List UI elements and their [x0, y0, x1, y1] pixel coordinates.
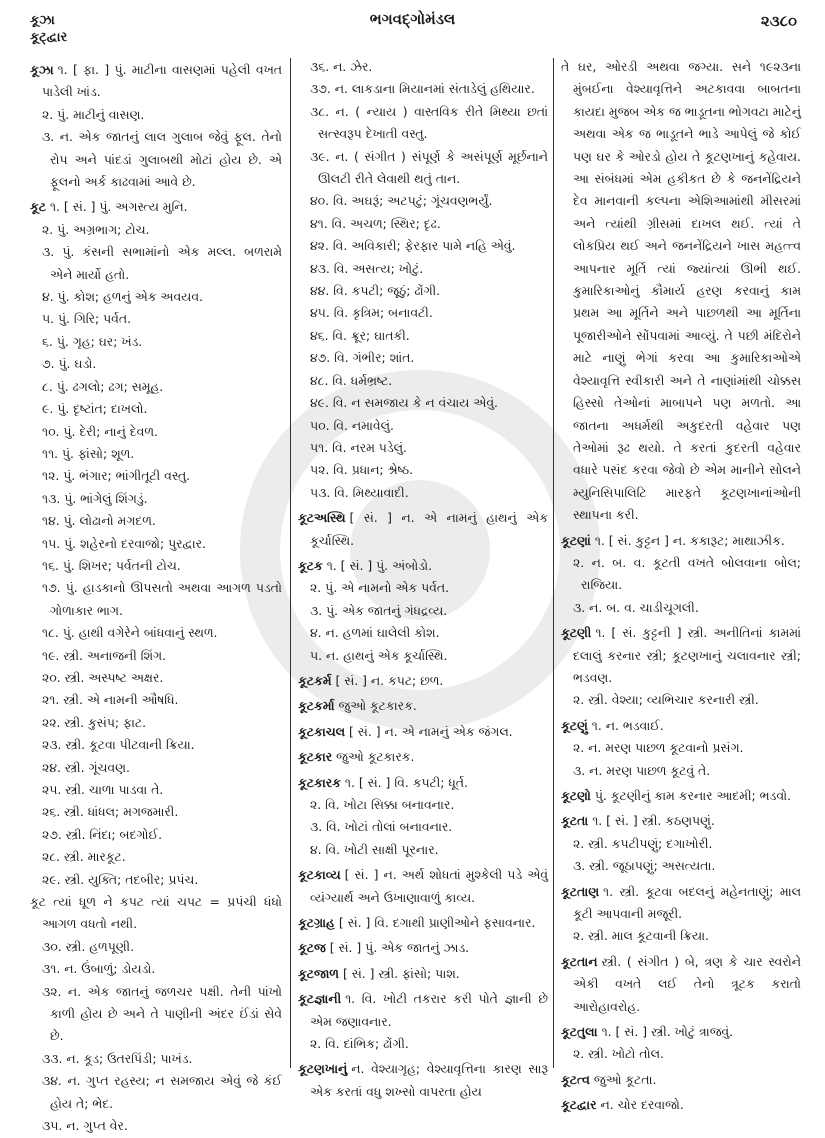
entry-sense [561, 597, 801, 619]
entry-sense [298, 415, 548, 437]
entry-sense [298, 482, 548, 504]
entry-sense [30, 734, 282, 756]
guide-word-first: કૂઝા [30, 13, 55, 28]
entry-sense [561, 56, 801, 527]
definition-text: ૧૫. પું. શહેરનો દરવાજો; પુરદ્વાર. [42, 535, 206, 551]
entry-sense [298, 794, 548, 816]
headword: કૂઝા [30, 62, 54, 77]
dictionary-entry [561, 785, 801, 807]
headword: કૂટણી [561, 625, 592, 641]
headword: કૂટદ્વાર [561, 1097, 597, 1113]
definition-text: ૪૫. વિ. કૃત્રિમ; બનાવટી. [310, 305, 433, 321]
definition-text: ૯. પું. દૃષ્ટાંત; દાખલો. [42, 401, 148, 417]
definition-text: કૂટ ત્યાં ધૂળ ને કપટ ત્યાં ચપટ = પ્રપંચી ધંધો આગળ વધતો નથી. [30, 894, 282, 932]
definition-text: ૪૬. વિ. ક્રૂર; ઘાતકી. [310, 327, 410, 343]
entry-sense [298, 101, 548, 146]
definition-text: [ સં. ] પું. એક જાતનું ઝાડ. [329, 940, 470, 956]
definition-text: ૩. ન. એક જાતનું લાલ ગુલાબ જેવું ફૂલ. તેનો રોપ અને પાંદડાં ગુલાબથી મોટાં હોય છે. એ ફૂલનો અર્ક કાઢવામાં આવે છે. [42, 129, 282, 190]
entry-sense [30, 667, 282, 689]
entry-sense [30, 981, 282, 1048]
entry-sense [30, 555, 282, 577]
definition-text: ૨૧. સ્ત્રી. એ નામની ઔષધિ. [42, 692, 179, 708]
dictionary-entry [298, 937, 548, 959]
entry-sense [298, 258, 548, 280]
definition-text: ૩૨. ન. એક જાતનું જળચર પક્ષી. તેની પાંખો કાળી હોય છે અને તે પાણીની અંદર ઈંડાં સેવે છે. [42, 983, 282, 1044]
definition-text: ૩૫. ન. ગુપ્ત વેર. [42, 1118, 128, 1134]
definition-text: ૩૮. ન. ( ન્યાય ) વાસ્તવિક રીતે મિથ્યા છતાં સત્સ્વરૂપ દેખાતી વસ્તુ. [310, 103, 548, 142]
entry-sense [30, 241, 282, 286]
headword: કૂટતાન [561, 953, 598, 969]
entry-sense [30, 126, 282, 193]
definition-text: ૪. પું. કોશ; હળનું એક અવયવ. [42, 289, 203, 305]
dictionary-entry [298, 864, 548, 909]
entry-sense [298, 78, 548, 100]
headword: કૂટગ્રાહ [298, 915, 335, 931]
dictionary-entry [561, 715, 801, 737]
definition-text: ૨. સ્ત્રી. માલ કૂટવાની ક્રિયા. [573, 928, 709, 944]
entry-sense [30, 533, 282, 555]
definition-text: [ સં. ] સ્ત્રી. ફાંસો; પાશ. [342, 965, 460, 981]
headword: કૂટણો [561, 788, 591, 803]
entry-sense [30, 645, 282, 667]
definition-text: [ સં. ] વિ. દગાથી પ્રાણીઓને ફસાવનાર. [338, 915, 536, 931]
entry-sense [298, 347, 548, 369]
dictionary-entry [298, 988, 548, 1033]
entry-sense [30, 376, 282, 398]
dictionary-entry [298, 963, 548, 985]
dictionary-entry [298, 695, 548, 717]
dictionary-entry [298, 746, 548, 768]
definition-text: ૨૦. સ્ત્રી. અસ્પષ્ટ અક્ષર. [42, 669, 164, 685]
definition-text: ૧૯. સ્ત્રી. અનાજની શિંગ. [42, 647, 167, 663]
entry-sense [298, 56, 548, 78]
entry-sense [30, 219, 282, 241]
entry-sense [298, 190, 548, 212]
definition-text: ૪. ન. હળમાં ઘાલેલી કોશ. [310, 625, 440, 641]
dictionary-entry [561, 1094, 801, 1116]
definition-text: ૧૧. પું. ફાંસો; શૂળ. [42, 445, 135, 461]
entry-sense [30, 958, 282, 980]
entry-sense [30, 443, 282, 465]
definition-text: ૪૭. વિ. ગંભીર; શાંત. [310, 350, 415, 366]
definition-text: ૫. પું. ગિરિ; પર્વત. [42, 311, 132, 327]
entry-sense [298, 213, 548, 235]
dictionary-entry [298, 772, 548, 794]
dictionary-entry [561, 1021, 801, 1043]
entry-sense [561, 833, 801, 855]
definition-text: ૩. ન. બ. વ. ચાડીચૂગલી. [573, 599, 699, 615]
definition-text: ૨૩. સ્ત્રી. કૂટવા પીટવાની ક્રિયા. [42, 737, 195, 753]
entry-sense [30, 1115, 282, 1137]
definition-text: ૧૨. પું. ભંગાર; ભાંગીતૂટી વસ્તુ. [42, 468, 191, 484]
entry-sense [30, 286, 282, 308]
definition-text: [ સં. ] ન. અર્થ શોધતાં મુશ્કેલી પડે એવું વ્યંગ્યાર્થ અને ઉખાણાવાળું કાવ્ય. [310, 867, 548, 905]
definition-text: ૩૬. ન. ઝેર. [310, 59, 373, 74]
dictionary-entry [298, 555, 548, 577]
definition-text: ૩. પું. એક જાતનું ગંધદ્રવ્ય. [310, 602, 448, 618]
definition-text: ૫૩. વિ. મિથ્યાવાદી. [310, 484, 409, 500]
definition-text: ૫૨. વિ. પ્રધાન; શ્રેષ્ઠ. [310, 462, 414, 478]
definition-text: ૮. પું. ઢગલો; ઢગ; સમૂહ. [42, 378, 164, 394]
definition-text: ૧. [ સં. ] વિ. કપટી; ધૂર્ત. [344, 774, 468, 790]
definition-text: ૧. [ સં. કુટ્ટની ] સ્ત્રી. અનીતિનાં કામમાં દલાલું કરનાર સ્ત્રી; કૂટણખાનું ચલાવનાર સ્ત્રી; ભડવણ. [573, 625, 801, 685]
entry-sense [30, 353, 282, 375]
entry-sense [30, 757, 282, 779]
definition-text: ૧. વિ. ખોટી તકરાર કરી પોતે જ્ઞાની છે એમ જણાવનાર. [310, 991, 548, 1029]
definition-text: ૧. [ સં. ] પું. અગસ્ત્ય મુનિ. [49, 199, 188, 215]
definition-text: ૪૩. વિ. અસત્ય; ખોટું. [310, 260, 424, 276]
definition-text: ૪૨. વિ. અવિકારી; ફેરફાર પામે નહિ એવું. [310, 238, 516, 254]
headword: કૂટકાવ્ય [298, 867, 341, 883]
entry-sense [298, 280, 548, 302]
entry-sense [30, 869, 282, 891]
dictionary-entry [561, 951, 801, 1018]
entry-sense [30, 577, 282, 622]
dictionary-entry [298, 670, 548, 692]
definition-text: ન. ચોર દરવાજો. [600, 1097, 684, 1113]
entry-sense [30, 779, 282, 801]
entry-sense [30, 488, 282, 510]
definition-text: ૩. ન. મરણ પાછળ કૂટવું તે. [573, 762, 711, 778]
definition-text: ૨. સ્ત્રી. કપટીપણું; દગાખોરી. [573, 835, 713, 851]
headword: કૂટકાચલ [298, 723, 346, 739]
headword: કૂટણું [561, 717, 588, 733]
column-divider [553, 58, 554, 1068]
entry-sense [561, 689, 801, 711]
definition-text: ૨૫. સ્ત્રી. ચાળા પાડવા તે. [42, 782, 164, 797]
definition-text: ૨૨. સ્ત્રી. કુસંપ; ફાટ. [42, 714, 147, 730]
headword: કૂટકારક [298, 774, 341, 790]
definition-text: ૨. વિ. દાંભિક; ઢોંગી. [310, 1036, 409, 1052]
entry-sense [30, 891, 282, 936]
entry-sense [30, 421, 282, 443]
definition-text: ૨. પું. અગ્રભાગ; ટોચ. [42, 221, 150, 237]
definition-text: ૪૪. વિ. કપટી; જૂઠું; ઢોંગી. [310, 283, 441, 299]
definition-text: તે ઘર, ઓરડી અથવા જગ્યા. સને ૧૯૨૩ના મુંબઈના વેશ્યાવૃત્તિને અટકાવવા બાબતના કાયદા મુજબ એક જ ભાડૂતના ભોગવટા માટેનું અથવા એક જ ભાડૂતને ભાડે આપેલું જે કોઈ પણ ઘર કે ઓરડો હોય તે કૂટણખાનું કહેવાય. આ સંબંધમાં એમ હકીકત છે કે જનનેંદ્રિયને દેવ માનવાની કલ્પના એશિઆમાંથી મીસરમાં અને ત્યાંથી ગ્રીસમાં દાખલ થઈ. ત્યાં તે લોકપ્રિય થઈ અને જનનેંદ્રિયને ખાસ મહત્ત્વ આપનાર મૂર્તિ ત્યાં જ્યાંત્યાં ઊભી થઈ. કુમારિકાઓનું કૌમાર્ય હરણ કરવાનું કામ પ્રથમ આ મૂર્તિને અને પાછળથી આ મૂર્તિના પૂજારીઓને સોંપવામાં આવ્યું. તે પછી મંદિરોને માટે નાણું ભેગાં કરવા આ કુમારિકાઓએ વેશ્યાવૃત્તિ સ્વીકારી અને તે નાણાંમાંથી ચોક્કસ હિસ્સો તેઓનાં માબાપને પણ મળતો. આ જાતના અધર્મથી અકુદરતી વહેવાર પણ તેઓમાં રૂઢ થયો. તે કરતાં કુદરતી વહેવાર વધારે પસંદ કરવા જેવો છે એમ માનીને સોલને મ્યુનિસિપાલિટિ મારફતે કૂટણખાનાંઓની સ્થાપના કરી. [561, 59, 801, 523]
entry-sense [298, 600, 548, 622]
dictionary-entry [30, 196, 282, 218]
definition-text: ૨. પું. એ નામનો એક પર્વત. [310, 580, 450, 596]
definition-text: ૩૦. સ્ત્રી. હળપૂણી. [42, 938, 135, 954]
definition-text: ૩. વિ. ખોટાં તોલાં બનાવનાર. [310, 819, 453, 835]
definition-text: ૨. સ્ત્રી. ખોટો તોલ. [573, 1046, 664, 1062]
dictionary-entry [561, 622, 801, 689]
entry-sense [298, 325, 548, 347]
entry-sense [561, 760, 801, 782]
entry-sense [30, 846, 282, 868]
definition-text: ૧. [ ફા. ] પું. માટીના વાસણમાં પહેલી વખત પાડેલી ખાંડ. [42, 62, 282, 100]
entry-sense [298, 302, 548, 324]
definition-text: ૨. સ્ત્રી. વેશ્યા; વ્યભિચાર કરનારી સ્ત્રી. [573, 692, 759, 708]
entry-sense [561, 1043, 801, 1065]
definition-text: ૩૩. ન. કૂડ; ઉતરપિંડી; પાખંડ. [42, 1050, 193, 1066]
column-2 [298, 56, 548, 1103]
entry-sense [561, 737, 801, 759]
headword: કૂટતા [561, 813, 589, 829]
definition-text: ૩૭. ન. લાકડાના મિયાનમાં સંતાડેલું હથિયાર. [310, 81, 535, 97]
page-title: ભગવદ્ગોમંડલ [369, 10, 456, 28]
definition-text: ૨. ન. બ. વ. કૂટતી વખતે બોલવાના બોલ; રાજિયા. [573, 554, 801, 593]
definition-text: ૧. [ સં. ] પું. અંબોડો. [326, 557, 433, 573]
definition-text: ૫. ન. હાથનું એક કૂર્ચાસ્થિ. [310, 647, 448, 663]
entry-sense [298, 370, 548, 392]
entry-sense [30, 1048, 282, 1070]
dictionary-entry [561, 810, 801, 832]
entry-sense [298, 645, 548, 667]
entry-sense [30, 510, 282, 532]
entry-sense [30, 712, 282, 734]
dictionary-entry [298, 1058, 548, 1103]
definition-text: ૩૯. ન. ( સંગીત ) સંપૂર્ણ કે અસંપૂર્ણ મૂર્છનાને ઊલટી રીતે લેવાથી થતું તાન. [310, 148, 548, 187]
entry-sense [561, 925, 801, 947]
entry-sense [561, 855, 801, 877]
headword: કૂટત્વ [561, 1071, 590, 1087]
definition-text: ૨. પું. માટીનું વાસણ. [42, 106, 145, 122]
definition-text: ૨. વિ. ખોટા સિક્કા બનાવનાર. [310, 797, 455, 812]
entry-sense [298, 146, 548, 191]
entry-sense [30, 398, 282, 420]
entry-sense [30, 331, 282, 353]
definition-text: ૩. પું. કંસની સભામાંનો એક મલ્લ. બળરામે એને માર્યો હતો. [42, 244, 282, 282]
definition-text: ૧. [ સં. કુટ્ટન ] ન. કકારૂટ; માથાઝીક. [594, 532, 785, 548]
definition-text: ૪૧. વિ. અચળ; સ્થિર; દૃઢ. [310, 215, 441, 231]
entry-sense [298, 1033, 548, 1055]
headword: કૂટકર્મ [298, 672, 332, 688]
definition-text: સ્ત્રી. ( સંગીત ) બે, ત્રણ કે ચાર સ્વરોને એકી વખતે લઈ તેનો ત્રૂટક કરાતો આરોહાવરોહ. [573, 953, 801, 1014]
headword: કૂટણખાનું [298, 1061, 348, 1077]
definition-text: ૭. પું. ઘડો. [42, 356, 97, 372]
column-1 [30, 56, 282, 1138]
definition-text: જુઓ કૂટકારક. [336, 749, 415, 765]
definition-text: ૨૪. સ્ત્રી. ગૂંચવણ. [42, 759, 130, 775]
definition-text: [ સં. ] ન. કપટ; છળ. [335, 672, 444, 688]
dictionary-entry [561, 530, 801, 552]
entry-sense [298, 816, 548, 838]
headword: કૂટઅસ્થિ [298, 510, 346, 526]
entry-sense [298, 392, 548, 414]
entry-sense [30, 465, 282, 487]
definition-text: જુઓ કૂટતા. [593, 1071, 657, 1087]
entry-sense [30, 622, 282, 644]
entry-sense [298, 622, 548, 644]
definition-text: ૧૦. પું. દેરી; નાનું દેવળ. [42, 423, 159, 439]
definition-text: ૧૭. પું. હાડકાનો ઊપસતો અથવા આગળ પડતો ગોળાકાર ભાગ. [42, 580, 282, 618]
definition-text: ન. વેશ્યાગૃહ; વેશ્યાવૃત્તિના કારણ સારૂ એક કરતાં વધુ શખ્સો વાપરતા હોય [310, 1061, 548, 1099]
headword: કૂટક [298, 557, 323, 573]
dictionary-entry [298, 721, 548, 743]
definition-text: ૧. સ્ત્રી. કૂટવા બદલનું મહેનતાણું; માલ કૂટી આપવાની મજૂરી. [573, 883, 801, 922]
entry-sense [30, 689, 282, 711]
definition-text: ૨૮. સ્ત્રી. મારકૂટ. [42, 849, 126, 865]
headword: કૂટણાં [561, 532, 591, 548]
definition-text: ૧. [ સં. ] સ્ત્રી. ખોટું ત્રાજવું. [601, 1024, 734, 1040]
dictionary-entry [298, 912, 548, 934]
column-3 [561, 56, 801, 1117]
definition-text: [ સં. ] ન. એ નામનું હાથનું એક કૂર્ચાસ્થિ. [310, 510, 548, 548]
entry-sense [298, 235, 548, 257]
definition-text: [ સં. ] ન. એ નામનું એક જંગલ. [349, 723, 513, 739]
definition-text: ૨૬. સ્ત્રી. ધાંધલ; મગજમારી. [42, 804, 179, 820]
headword: કૂટજાળ [298, 965, 339, 981]
definition-text: ૬. પું. ગૃહ; ઘર; ખંડ. [42, 333, 143, 349]
dictionary-entry [298, 507, 548, 552]
definition-text: ૧. [ સં. ] સ્ત્રી. કઠણપણું. [592, 813, 715, 829]
headword: કૂટકાર [298, 749, 333, 765]
definition-text: ૨૯. સ્ત્રી. યુક્તિ; તદબીર; પ્રપંચ. [42, 871, 199, 887]
headword: કૂટતાણ [561, 883, 600, 899]
entry-sense [30, 801, 282, 823]
headword: કૂટજ્ઞાની [298, 991, 342, 1007]
dictionary-entry [561, 1069, 801, 1091]
entry-sense [30, 104, 282, 126]
dictionary-entry [30, 59, 282, 104]
entry-sense [298, 577, 548, 599]
definition-text: ૧. ન. ભડવાઈ. [591, 717, 664, 733]
page-number: ૨૩૮૦ [760, 12, 797, 30]
entry-sense [298, 459, 548, 481]
entry-sense [30, 824, 282, 846]
definition-text: જુઓ કૂટકારક. [338, 698, 417, 714]
definition-text: ૨૭. સ્ત્રી. નિંદા; બદગોઈ. [42, 826, 163, 842]
definition-text: ૧૪. પું. લોઢાનો મગદળ. [42, 513, 156, 529]
headword: કૂટજ [298, 940, 326, 956]
definition-text: ૧૩. પું. ભાંગેલું શિંગડું. [42, 490, 148, 506]
entry-sense [298, 839, 548, 861]
headword: કૂટતુલા [561, 1024, 598, 1040]
definition-text: ૩૧. ન. ઉંબાળું; ડોયડો. [42, 961, 156, 977]
definition-text: ૪૦. વિ. અઘરૂં; અટપટું; ગૂંચવણભર્યું. [310, 193, 493, 209]
headword: કૂટકર્મા [298, 698, 335, 714]
definition-text: ૩૪. ન. ગુપ્ત રહસ્ય; ન સમજાય એવું જે કંઈ હોય તે; ભેદ. [42, 1073, 282, 1111]
definition-text: ૨. ન. મરણ પાછળ કૂટવાનો પ્રસંગ. [573, 740, 744, 756]
definition-text: ૫૧. વિ. નરમ પડેલું. [310, 439, 407, 455]
column-divider [290, 58, 291, 1068]
dictionary-entry [561, 881, 801, 926]
definition-text: ૩. સ્ત્રી. જૂઠાપણું; અસત્યતા. [573, 858, 716, 874]
definition-text: ૪૯. વિ. ન સમજાય કે ન વંચાય એવું. [310, 395, 498, 411]
definition-text: ૫૦. વિ. નમાવેલું. [310, 417, 394, 433]
definition-text: ૪૮. વિ. ધર્મભ્રષ્ટ. [310, 372, 393, 388]
definition-text: ૧૮. પું. હાથી વગેરેને બાંધવાનું સ્થળ. [42, 625, 218, 641]
definition-text: ૧૬. પું. શિખર; પર્વતની ટોચ. [42, 557, 181, 573]
entry-sense [298, 437, 548, 459]
entry-sense [30, 936, 282, 958]
entry-sense [30, 1070, 282, 1115]
definition-text: ૪. વિ. ખોટી સાક્ષી પૂરનાર. [310, 841, 439, 857]
entry-sense [561, 552, 801, 597]
headword: કૂટ [30, 199, 46, 215]
guide-word-last: કૂટ્દ્વાર [30, 30, 68, 45]
entry-sense [30, 308, 282, 330]
definition-text: પું. કૂટણીનું કામ કરનાર આદમી; ભડવો. [594, 788, 792, 803]
